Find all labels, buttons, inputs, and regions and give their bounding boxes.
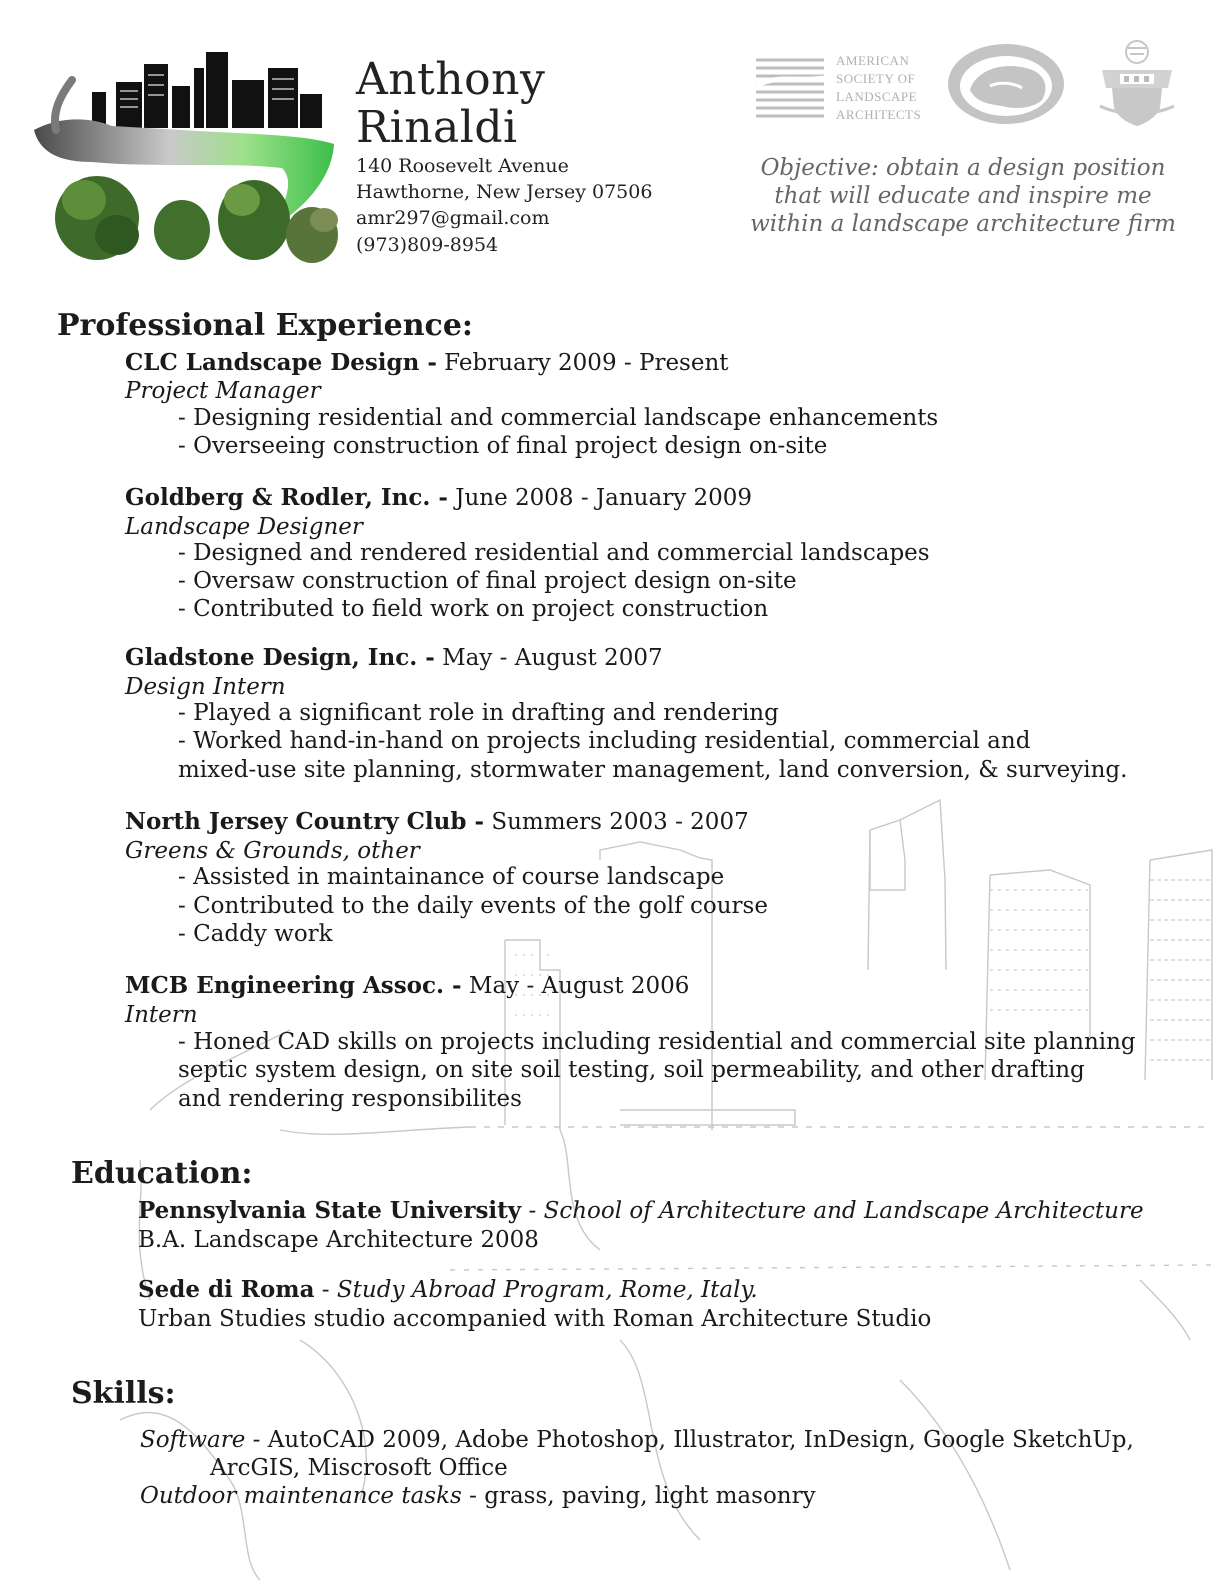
experience-section-title: Professional Experience: bbox=[57, 308, 473, 343]
job-dates: February 2009 - Present bbox=[436, 350, 729, 376]
job-role: Greens & Grounds, other bbox=[125, 838, 420, 864]
address-line-1: 140 Roosevelt Avenue bbox=[356, 155, 569, 177]
school-name: Sede di Roma bbox=[138, 1276, 315, 1303]
skills-software-line bbox=[140, 1426, 1134, 1454]
job-bullet: - Played a significant role in drafting and rendering bbox=[178, 700, 779, 726]
job-bullet: - Contributed to the daily events of the golf course bbox=[178, 893, 768, 919]
job-company: MCB Engineering Assoc. - bbox=[125, 972, 462, 999]
school-detail: B.A. Landscape Architecture 2008 bbox=[138, 1227, 539, 1253]
job-role: Landscape Designer bbox=[125, 514, 363, 540]
phone: (973)809-8954 bbox=[356, 234, 499, 256]
school-separator: - bbox=[521, 1198, 544, 1224]
skills-outdoor-label: Outdoor maintenance tasks bbox=[140, 1483, 462, 1509]
objective-line: Objective: obtain a design position bbox=[760, 155, 1166, 181]
job-role: Intern bbox=[125, 1002, 198, 1028]
skills-software-continued: ArcGIS, Miscrosoft Office bbox=[210, 1455, 508, 1481]
job-heading bbox=[125, 808, 749, 836]
school-heading bbox=[138, 1197, 1144, 1225]
job-bullet: - Honed CAD skills on projects including residential and commercial site planning bbox=[178, 1029, 1136, 1055]
job-company: Goldberg & Rodler, Inc. - bbox=[125, 484, 448, 511]
job-bullet: - Worked hand-in-hand on projects including residential, commercial and bbox=[178, 728, 1031, 754]
asla-logo bbox=[756, 52, 926, 124]
school-name: Pennsylvania State University bbox=[138, 1197, 522, 1224]
objective-line: within a landscape architecture firm bbox=[750, 211, 1176, 237]
education-section-title: Education: bbox=[71, 1156, 253, 1191]
asla-text-line: ARCHITECTS bbox=[836, 107, 922, 122]
job-heading bbox=[125, 644, 663, 672]
job-heading bbox=[125, 484, 752, 512]
city-landscape-hero-image bbox=[32, 50, 342, 265]
job-company: Gladstone Design, Inc. - bbox=[125, 644, 435, 671]
job-bullet: - Assisted in maintainance of course landscape bbox=[178, 864, 725, 890]
job-bullet: - Contributed to field work on project construction bbox=[178, 596, 769, 622]
name-first: Anthony bbox=[356, 54, 546, 105]
objective-statement bbox=[748, 154, 1178, 238]
job-bullet: and rendering responsibilites bbox=[178, 1086, 522, 1112]
job-role: Project Manager bbox=[125, 378, 321, 404]
job-bullet: - Designing residential and commercial landscape enhancements bbox=[178, 405, 939, 431]
skills-section-title: Skills: bbox=[71, 1376, 176, 1411]
address-line-2: Hawthorne, New Jersey 07506 bbox=[356, 181, 653, 203]
job-dates: May - August 2006 bbox=[461, 973, 690, 999]
job-role: Design Intern bbox=[125, 674, 286, 700]
skills-software-text: - AutoCAD 2009, Adobe Photoshop, Illustrator, InDesign, Google SketchUp, bbox=[245, 1427, 1134, 1453]
asla-text-line: SOCIETY OF bbox=[836, 71, 916, 86]
job-company: CLC Landscape Design - bbox=[125, 349, 437, 376]
email: amr297@gmail.com bbox=[356, 207, 550, 229]
school-program: Study Abroad Program, Rome, Italy. bbox=[336, 1277, 758, 1303]
asla-landscape-icon bbox=[756, 56, 824, 122]
crest-emblem-logo bbox=[1098, 38, 1176, 130]
job-bullet: - Designed and rendered residential and commercial landscapes bbox=[178, 540, 930, 566]
job-dates: May - August 2007 bbox=[434, 645, 663, 671]
school-program: School of Architecture and Landscape Architecture bbox=[543, 1198, 1144, 1224]
job-heading bbox=[125, 349, 729, 377]
job-bullet: - Caddy work bbox=[178, 921, 333, 947]
job-bullet: septic system design, on site soil testing, soil permeability, and other drafting bbox=[178, 1057, 1085, 1083]
penn-state-lion-logo bbox=[946, 42, 1066, 126]
job-dates: June 2008 - January 2009 bbox=[447, 485, 753, 511]
objective-line: that will educate and inspire me bbox=[774, 183, 1152, 209]
job-bullet: - Oversaw construction of final project design on-site bbox=[178, 568, 797, 594]
job-company: North Jersey Country Club - bbox=[125, 808, 485, 835]
skills-outdoor-line bbox=[140, 1482, 816, 1510]
job-bullet: - Overseeing construction of final project design on-site bbox=[178, 433, 828, 459]
job-bullet: mixed-use site planning, stormwater management, land conversion, & surveying. bbox=[178, 757, 1128, 783]
skills-software-label: Software bbox=[140, 1427, 246, 1453]
school-detail: Urban Studies studio accompanied with Roman Architecture Studio bbox=[138, 1306, 932, 1332]
job-dates: Summers 2003 - 2007 bbox=[484, 809, 749, 835]
school-heading bbox=[138, 1276, 758, 1304]
skills-outdoor-text: - grass, paving, light masonry bbox=[461, 1483, 816, 1509]
asla-text-line: AMERICAN bbox=[836, 53, 910, 68]
job-heading bbox=[125, 972, 689, 1000]
name-last: Rinaldi bbox=[356, 102, 518, 153]
school-separator: - bbox=[314, 1277, 337, 1303]
asla-text-line: LANDSCAPE bbox=[836, 89, 918, 104]
